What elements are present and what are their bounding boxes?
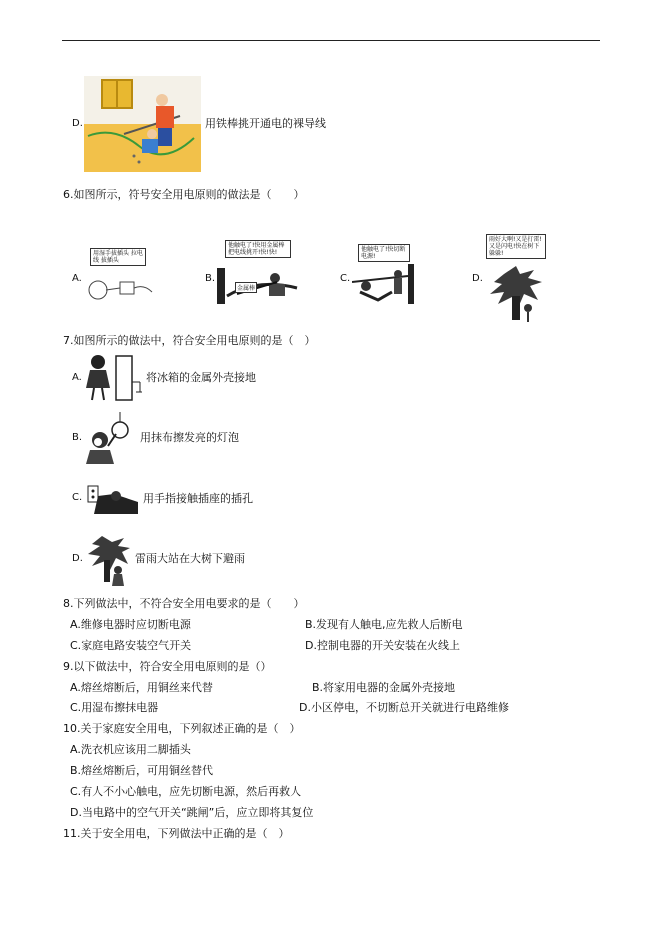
q6-option-c-letter: C.	[340, 273, 351, 284]
q6-stem: 6.如图所示，符号安全用电原则的做法是（ ）	[63, 188, 305, 201]
q10-option-d: D.当电路中的空气开关“跳闸”后，应立即将其复位	[70, 806, 314, 819]
q7-option-b-illustration	[84, 412, 136, 464]
q7-option-a-text: 将冰箱的金属外壳接地	[146, 371, 256, 384]
q8-option-d: D.控制电器的开关安装在火线上	[305, 639, 460, 652]
q10-option-a: A.洗衣机应该用二脚插头	[70, 743, 191, 756]
q9-option-a: A.熔丝熔断后，用铜丝来代替	[70, 681, 213, 694]
q7-option-d-text: 雷雨大站在大树下避雨	[135, 552, 245, 565]
q9-option-d: D.小区停电，不切断总开关就进行电路维修	[299, 701, 509, 714]
q6-option-b-bubble: 他触电了!快用金属棒把电线挑开!快!快!	[225, 240, 291, 258]
q6-option-c-bubble: 他触电了!快切断电源!	[358, 244, 410, 262]
q6-option-d-letter: D.	[472, 273, 483, 284]
q8-option-a: A.维修电器时应切断电源	[70, 618, 191, 631]
q7-option-a-illustration	[84, 352, 142, 402]
q10-stem: 10.关于家庭安全用电，下列叙述正确的是（ ）	[63, 722, 301, 735]
q10-option-b: B.熔丝熔断后，可用铜丝替代	[70, 764, 214, 777]
q10-option-c: C.有人不小心触电，应先切断电源，然后再救人	[70, 785, 302, 798]
q7-option-a-letter: A.	[72, 372, 82, 383]
q7-option-b-letter: B.	[72, 432, 83, 443]
q7-option-d-letter: D.	[72, 553, 83, 564]
q7-option-d-illustration	[84, 534, 132, 586]
q8-option-b: B.发现有人触电,应先救人后断电	[305, 618, 463, 631]
q9-stem: 9.以下做法中，符合安全用电原则的是（）	[63, 660, 272, 673]
q7-option-c-letter: C.	[72, 492, 83, 503]
q9-option-c: C.用湿布擦抹电器	[70, 701, 159, 714]
q6-option-a-letter: A.	[72, 273, 82, 284]
q6-option-b-letter: B.	[205, 273, 216, 284]
q7-option-c-illustration	[84, 482, 140, 516]
q7-option-c-text: 用手指接触插座的插孔	[143, 492, 253, 505]
q6-option-d-bubble: 雨好大啊!又是打雷!又是闪电!快在树下躲躲!	[486, 234, 546, 259]
q7-option-b-text: 用抹布擦发亮的灯泡	[140, 431, 239, 444]
q5-option-d-text: 用铁棒挑开通电的裸导线	[205, 117, 326, 130]
q5-option-d-illustration	[84, 76, 201, 172]
header-rule	[62, 40, 600, 41]
q5-option-d-letter: D.	[72, 118, 83, 129]
q8-option-c: C.家庭电路安装空气开关	[70, 639, 192, 652]
q9-option-b: B.将家用电器的金属外壳接地	[312, 681, 456, 694]
q8-stem: 8.下列做法中，不符合安全用电要求的是（ ）	[63, 597, 305, 610]
q11-stem: 11.关于安全用电，下列做法中正确的是（ ）	[63, 827, 290, 840]
q6-option-c-illustration	[352, 242, 432, 306]
q6-option-d-illustration	[484, 232, 548, 324]
q6-option-a-bubble: 用湿手拔插头 拉电线 拔插头	[90, 248, 146, 266]
q7-stem: 7.如图所示的做法中，符合安全用电原则的是（ ）	[63, 334, 316, 347]
q6-option-b-illustration	[217, 238, 299, 304]
q6-option-b-tag: 金属棒	[235, 282, 257, 293]
q6-option-a-illustration	[84, 246, 156, 304]
